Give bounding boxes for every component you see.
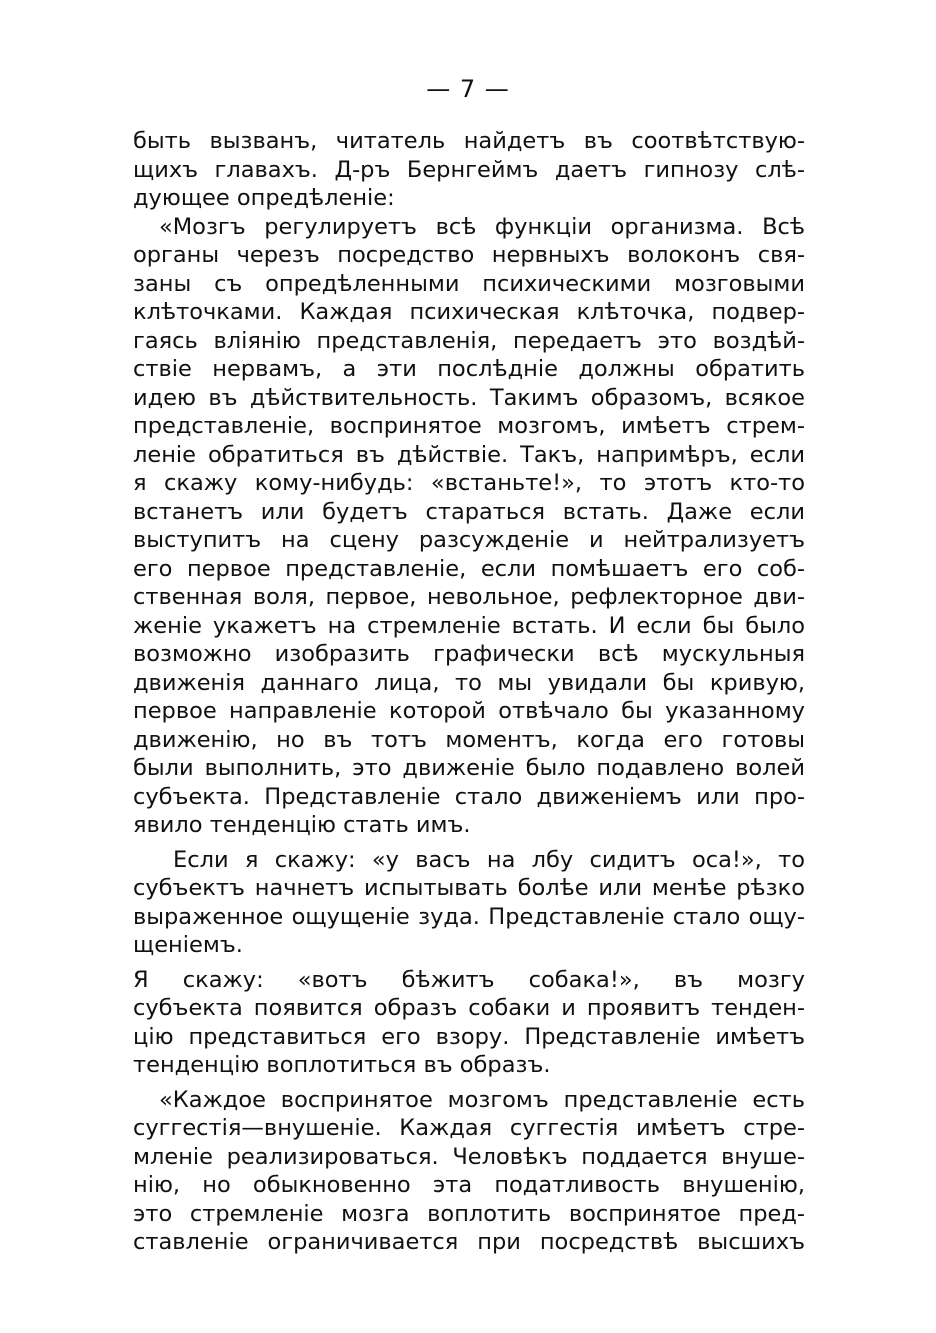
text-line: дующее опредѣленіе: (133, 185, 395, 211)
paragraph-3 (133, 846, 805, 960)
text-line: выраженное ощущеніе зуда. Представленіе стало ощу- (133, 903, 805, 930)
text-line: «Мозгъ регулируетъ всѣ функціи организма. Всѣ (159, 213, 805, 240)
text-line: субъекта появится образъ собаки и проявитъ тенден- (133, 995, 805, 1021)
text-line: быть вызванъ, читатель найдетъ въ соотвѣтствую- (133, 128, 805, 154)
text-line: Я скажу: «вотъ бѣжитъ собака!», въ мозгу (133, 966, 805, 993)
text-line: женіе укажетъ на стремленіе встать. И если бы было (133, 612, 805, 639)
text-line: были выполнить, это движеніе было подавлено волей (133, 755, 805, 781)
text-line: щеніемъ. (133, 932, 243, 958)
text-line: ставленіе ограничивается при посредствѣ высшихъ (133, 1229, 805, 1255)
text-line: клѣточками. Каждая психическая клѣточка, подвер- (133, 299, 805, 325)
text-line: ствіе нервамъ, а эти послѣдніе должны обратить (133, 356, 805, 382)
text-line: «Каждое воспринятое мозгомъ представленіе есть (159, 1086, 805, 1113)
text-line: леніе обратиться въ дѣйствіе. Такъ, напримѣръ, если (133, 441, 805, 468)
text-line: представленіе, воспринятое мозгомъ, имѣетъ стрем- (133, 413, 805, 439)
text-line: движенія даннаго лица, то мы увидали бы кривую, (133, 669, 805, 696)
text-line: я скажу кому-нибудь: «встаньте!», то этотъ кто-то (133, 470, 805, 496)
text-line: встанетъ или будетъ стараться встать. Даже если (133, 498, 805, 525)
text-line: выступитъ на сцену разсужденіе и нейтрализуетъ (133, 527, 805, 553)
page-text (133, 127, 805, 1257)
text-line: идею въ дѣйствительность. Такимъ образомъ, всякое (133, 384, 805, 411)
text-line: субъектъ начнетъ испытывать болѣе или менѣе рѣзко (133, 875, 805, 901)
text-line: Если я скажу: «у васъ на лбу сидитъ оса!», то (173, 846, 805, 873)
text-line: гаясь вліянію представленія, передаетъ это воздѣй- (133, 327, 805, 354)
text-line: суггестія—внушеніе. Каждая суггестія имѣетъ стре- (133, 1115, 805, 1141)
paragraph-2 (133, 213, 805, 840)
text-line: тенденцію воплотиться въ образъ. (133, 1052, 551, 1078)
text-line: органы черезъ посредство нервныхъ волоконъ свя- (133, 242, 805, 268)
text-line: это стремленіе мозга воплотить воспринятое пред- (133, 1200, 805, 1227)
text-line: заны съ опредѣленными психическими мозговыми (133, 270, 805, 297)
paragraph-1 (133, 127, 805, 213)
page-number: — 7 — (426, 75, 510, 103)
text-line: явило тенденцію стать имъ. (133, 812, 471, 838)
text-line: цію представиться его взору. Представленіе имѣетъ (133, 1023, 805, 1050)
text-line: возможно изобразить графически всѣ мускульныя (133, 641, 805, 667)
text-line: движенію, но въ тотъ моментъ, когда его готовы (133, 726, 805, 753)
paragraph-4 (133, 966, 805, 1080)
text-line: ственная воля, первое, невольное, рефлекторное дви- (133, 584, 805, 610)
text-line: первое направленіе которой отвѣчало бы указанному (133, 698, 805, 724)
text-line: субъекта. Представленіе стало движеніемъ или про- (133, 783, 805, 810)
text-line: щихъ главахъ. Д-ръ Бернгеймъ даетъ гипнозу слѣ- (133, 156, 805, 183)
text-line: нію, но обыкновенно эта податливость внушенію, (133, 1172, 805, 1198)
paragraph-5 (133, 1086, 805, 1257)
text-line: мленіе реализироваться. Человѣкъ поддается внуше- (133, 1143, 805, 1170)
text-line: его первое представленіе, если помѣшаетъ его соб- (133, 555, 805, 582)
